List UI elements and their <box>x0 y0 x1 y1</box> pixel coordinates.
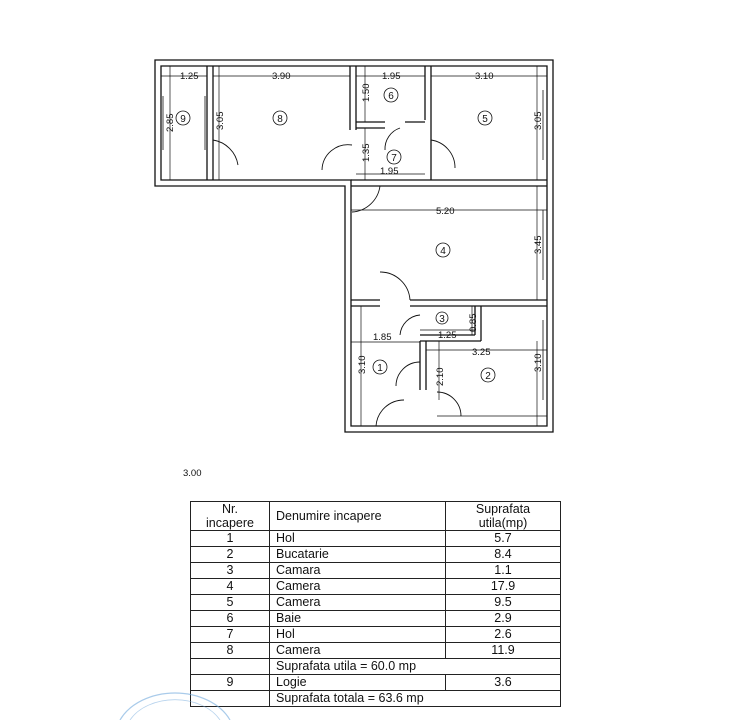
cell-name: Hol <box>270 627 446 643</box>
cell-nr: 4 <box>191 579 270 595</box>
dim-label: 3.05 <box>215 111 226 130</box>
table-row <box>191 611 561 627</box>
cell-nr: 3 <box>191 563 270 579</box>
dim-label: 1.50 <box>361 83 372 102</box>
dim-label: 1.95 <box>382 71 401 82</box>
dim-label: 1.85 <box>373 332 392 343</box>
subtotal-useful: Suprafata utila = 60.0 mp <box>270 659 561 675</box>
cell-nr: 8 <box>191 643 270 659</box>
cell-nr: 1 <box>191 531 270 547</box>
cell-name: Bucatarie <box>270 547 446 563</box>
total-area: Suprafata totala = 63.6 mp <box>270 691 561 707</box>
cell-name: Camera <box>270 643 446 659</box>
room-number: 8 <box>277 114 283 125</box>
table-row <box>191 531 561 547</box>
room-number: 4 <box>440 246 446 257</box>
dim-label: 3.10 <box>475 71 494 82</box>
cell-nr: 5 <box>191 595 270 611</box>
header-name: Denumire incapere <box>270 502 446 531</box>
cell-area: 8.4 <box>446 547 561 563</box>
dim-label: 3.10 <box>533 353 544 372</box>
cell-area: 3.6 <box>446 675 561 691</box>
cell-nr: 7 <box>191 627 270 643</box>
room-number: 9 <box>180 114 186 125</box>
room-number: 7 <box>391 153 397 164</box>
cell-area: 11.9 <box>446 643 561 659</box>
cell-nr: 9 <box>191 675 270 691</box>
table-row <box>191 675 561 691</box>
room-number: 1 <box>377 363 383 374</box>
dim-label: 1.35 <box>361 143 372 162</box>
cell-area: 5.7 <box>446 531 561 547</box>
dim-label: 1.95 <box>380 166 399 177</box>
cell-name: Baie <box>270 611 446 627</box>
cell-name: Logie <box>270 675 446 691</box>
dim-label: 1.25 <box>180 71 199 82</box>
dim-label: 3.25 <box>472 347 491 358</box>
table-row <box>191 547 561 563</box>
subtotal-row <box>191 659 561 675</box>
dim-label: 3.05 <box>533 111 544 130</box>
cell-name: Camara <box>270 563 446 579</box>
dim-label: 0.85 <box>468 313 479 332</box>
header-area: Suprafata utila(mp) <box>446 502 561 531</box>
cell-area: 2.9 <box>446 611 561 627</box>
dim-label: 3.90 <box>272 71 291 82</box>
dim-label: 2.10 <box>435 367 446 386</box>
cell-nr: 2 <box>191 547 270 563</box>
table-row <box>191 579 561 595</box>
room-number: 3 <box>439 314 445 325</box>
dim-label: 2.85 <box>165 113 176 132</box>
table-row <box>191 627 561 643</box>
dim-label: 1.25 <box>438 330 457 341</box>
dim-label: 3.10 <box>357 355 368 374</box>
table-row <box>191 643 561 659</box>
cell-name: Camera <box>270 595 446 611</box>
cell-area: 9.5 <box>446 595 561 611</box>
room-areas-table <box>190 501 561 707</box>
header-nr: Nr. incapere <box>191 502 270 531</box>
room-number: 2 <box>485 371 491 382</box>
dim-label: 3.00 <box>183 468 202 479</box>
empty-cell <box>191 659 270 675</box>
cell-area: 1.1 <box>446 563 561 579</box>
dim-label: 5.20 <box>436 206 455 217</box>
room-number: 5 <box>482 114 488 125</box>
table-header-row <box>191 502 561 531</box>
cell-area: 17.9 <box>446 579 561 595</box>
table-row <box>191 595 561 611</box>
cell-name: Camera <box>270 579 446 595</box>
door-swings <box>213 128 461 426</box>
table-row <box>191 563 561 579</box>
stamp-seal <box>115 690 235 720</box>
cell-name: Hol <box>270 531 446 547</box>
dimension-labels <box>165 71 544 479</box>
cell-area: 2.6 <box>446 627 561 643</box>
room-number: 6 <box>388 91 394 102</box>
dim-label: 3.45 <box>533 235 544 254</box>
total-row <box>191 691 561 707</box>
cell-nr: 6 <box>191 611 270 627</box>
